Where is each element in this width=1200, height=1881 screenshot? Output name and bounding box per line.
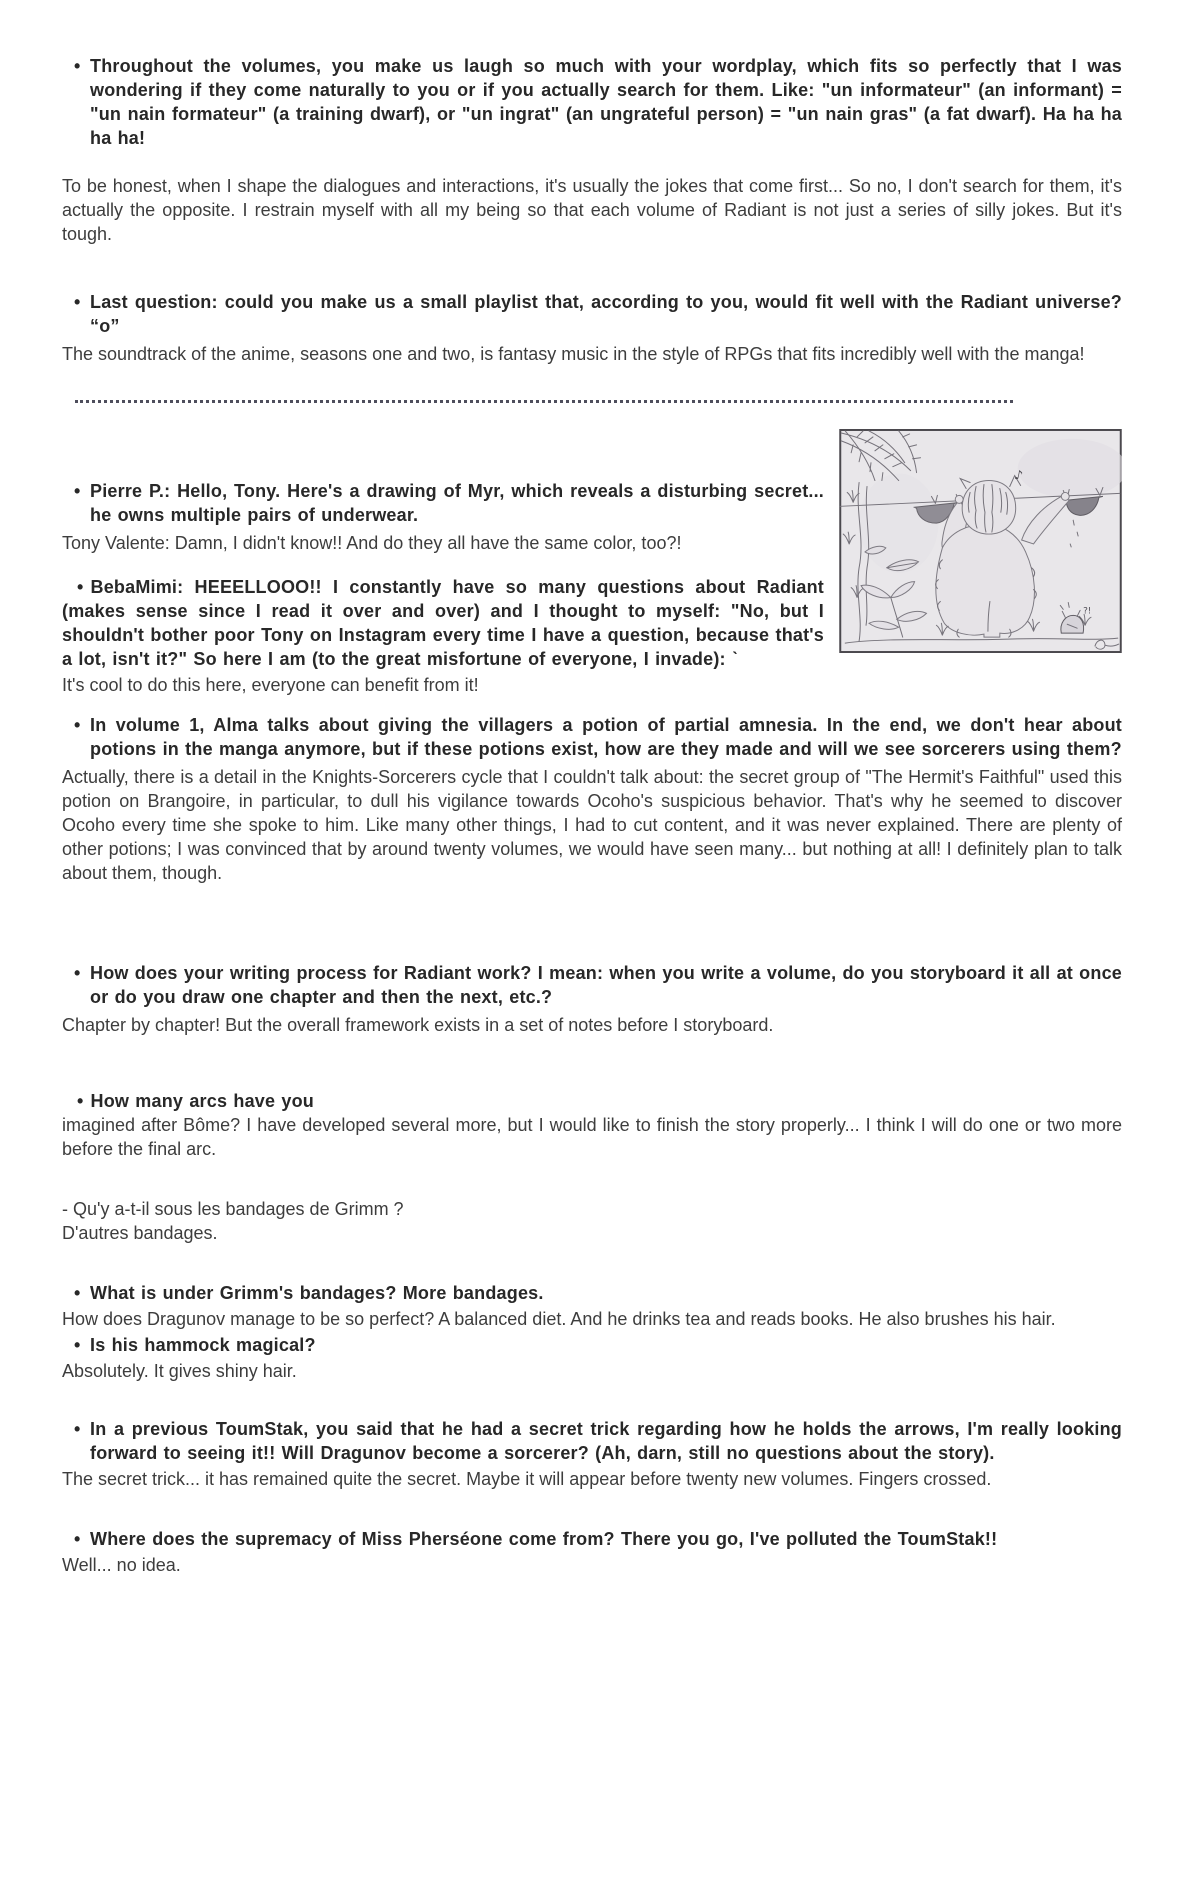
question-grimm-bandages-text: What is under Grimm's bandages? More bandages. [90,1283,544,1303]
question-bebamimi-text: BebaMimi: HEEELLOOO!! I constantly have so many questions about Radiant (makes sense since I read it over and over) and I thought to myself: "No, but I shouldn't bother poor Tony on Instagram every time I have a question, because that's a lot, isn't it?" So here I am (to the great misfortune of everyone, I invade): ˋ [62,577,824,669]
bullet-icon: • [77,1091,84,1111]
question-potion-text: In volume 1, Alma talks about giving the villagers a potion of partial amnesia. In the end, we don't hear about potions in the manga anymore, but if these potions exist, how are they made and will we see sorcerers using them? [90,715,1122,759]
question-pierre-text: Pierre P.: Hello, Tony. Here's a drawing of Myr, which reveals a disturbing secret... he owns multiple pairs of underwear. [90,481,824,525]
bullet-icon: • [77,577,84,597]
bullet-icon: • [74,963,81,983]
instagram-qa-section [62,403,1122,697]
bullet-icon: • [74,292,81,312]
bullet-icon: • [74,56,81,76]
answer-pherseone: Well... no idea. [62,1555,181,1575]
bullet-icon: • [74,1335,81,1355]
bullet-icon: • [74,715,81,735]
answer-toumstak-trick: The secret trick... it has remained quite the secret. Maybe it will appear before twenty new volumes. Fingers crossed. [62,1469,992,1489]
myr-drawing-canvas [839,429,1122,653]
answer-pierre: Tony Valente: Damn, I didn't know!! And do they all have the same color, too?! [62,533,682,553]
bullet-icon: • [74,481,81,501]
answer-bebamimi: It's cool to do this here, everyone can benefit from it! [62,675,479,695]
question-grimm-bandages [62,1281,1122,1305]
question-wordplay-text: Throughout the volumes, you make us laugh so much with your wordplay, which fits so perfectly that I was wondering if they come naturally to you or if you actually search for them. Like: "un informateur" (an informant) = "un nain formateur" (a training dwarf), or "un ingrat" (an ungrateful person) = "un nain gras" (a fat dwarf). Ha ha ha ha ha! [90,56,1122,148]
question-writing-process-text: How does your writing process for Radiant work? I mean: when you write a volume, do you storyboard it all at once or do you draw one chapter and then the next, etc.? [90,963,1122,1007]
bullet-icon: • [74,1283,81,1303]
critter-marks: ?! [1083,606,1092,617]
bullet-icon: • [74,1529,81,1549]
answer-wordplay: To be honest, when I shape the dialogues and interactions, it's usually the jokes that come first... So no, I don't search for them, it's actually the opposite. I restrain myself with all my being so that each volume of Radiant is not just a series of silly jokes. But it's tough. [62,176,1122,244]
french-grimm-answer: D'autres bandages. [62,1223,218,1243]
answer-playlist: The soundtrack of the anime, seasons one and two, is fantasy music in the style of RPGs that fits incredibly well with the manga! [62,344,1085,364]
question-playlist [62,290,1122,338]
answer-dragunov-perfect: How does Dragunov manage to be so perfect? A balanced diet. And he drinks tea and reads books. He also brushes his hair. [62,1309,1056,1329]
question-toumstak-trick-text: In a previous ToumStak, you said that he had a secret trick regarding how he holds the arrows, I'm really looking forward to seeing it!! Will Dragunov become a sorcerer? (Ah, darn, still no questions about the story). [90,1419,1122,1463]
music-note-glyph: ♪ [1012,467,1025,485]
question-pherseone [62,1527,1122,1551]
question-writing-process [62,961,1122,1009]
question-arcs-bold-text: How many arcs have you [90,1091,315,1111]
question-wordplay [62,54,1122,150]
myr-drawing [839,429,1122,653]
answer-writing-process: Chapter by chapter! But the overall framework exists in a set of notes before I storyboard. [62,1015,774,1035]
question-arcs [62,1089,1122,1161]
question-toumstak-trick [62,1417,1122,1465]
question-hammock-text: Is his hammock magical? [90,1335,316,1355]
answer-arcs-text: imagined after Bôme? I have developed several more, but I would like to finish the story properly... I think I will do one or two more before the final arc. [62,1115,1122,1159]
bullet-icon: • [74,1419,81,1439]
question-hammock [62,1333,1122,1357]
question-pherseone-text: Where does the supremacy of Miss Pherséone come from? There you go, I've polluted the ToumStak!! [90,1529,998,1549]
answer-potion: Actually, there is a detail in the Knights-Sorcerers cycle that I couldn't talk about: the secret group of "The Hermit's Faithful" used this potion on Brangoire, in particular, to dull his vigilance towards Ocoho's suspicious behavior. That's why he seemed to discover Ocoho every time she spoke to him. Like many other things, I had to cut content, and it was never explained. There are plenty of other potions; I was convinced that by around twenty volumes, we would have seen many... but nothing at all! I definitely plan to talk about them, though. [62,767,1122,883]
question-playlist-text: Last question: could you make us a small playlist that, according to you, would fit well with the Radiant universe? “o” [90,292,1122,336]
question-pierre [62,479,1122,527]
french-grimm-question: - Qu'y a-t-il sous les bandages de Grimm ? [62,1199,404,1219]
question-potion [62,713,1122,761]
answer-hammock: Absolutely. It gives shiny hair. [62,1361,297,1381]
